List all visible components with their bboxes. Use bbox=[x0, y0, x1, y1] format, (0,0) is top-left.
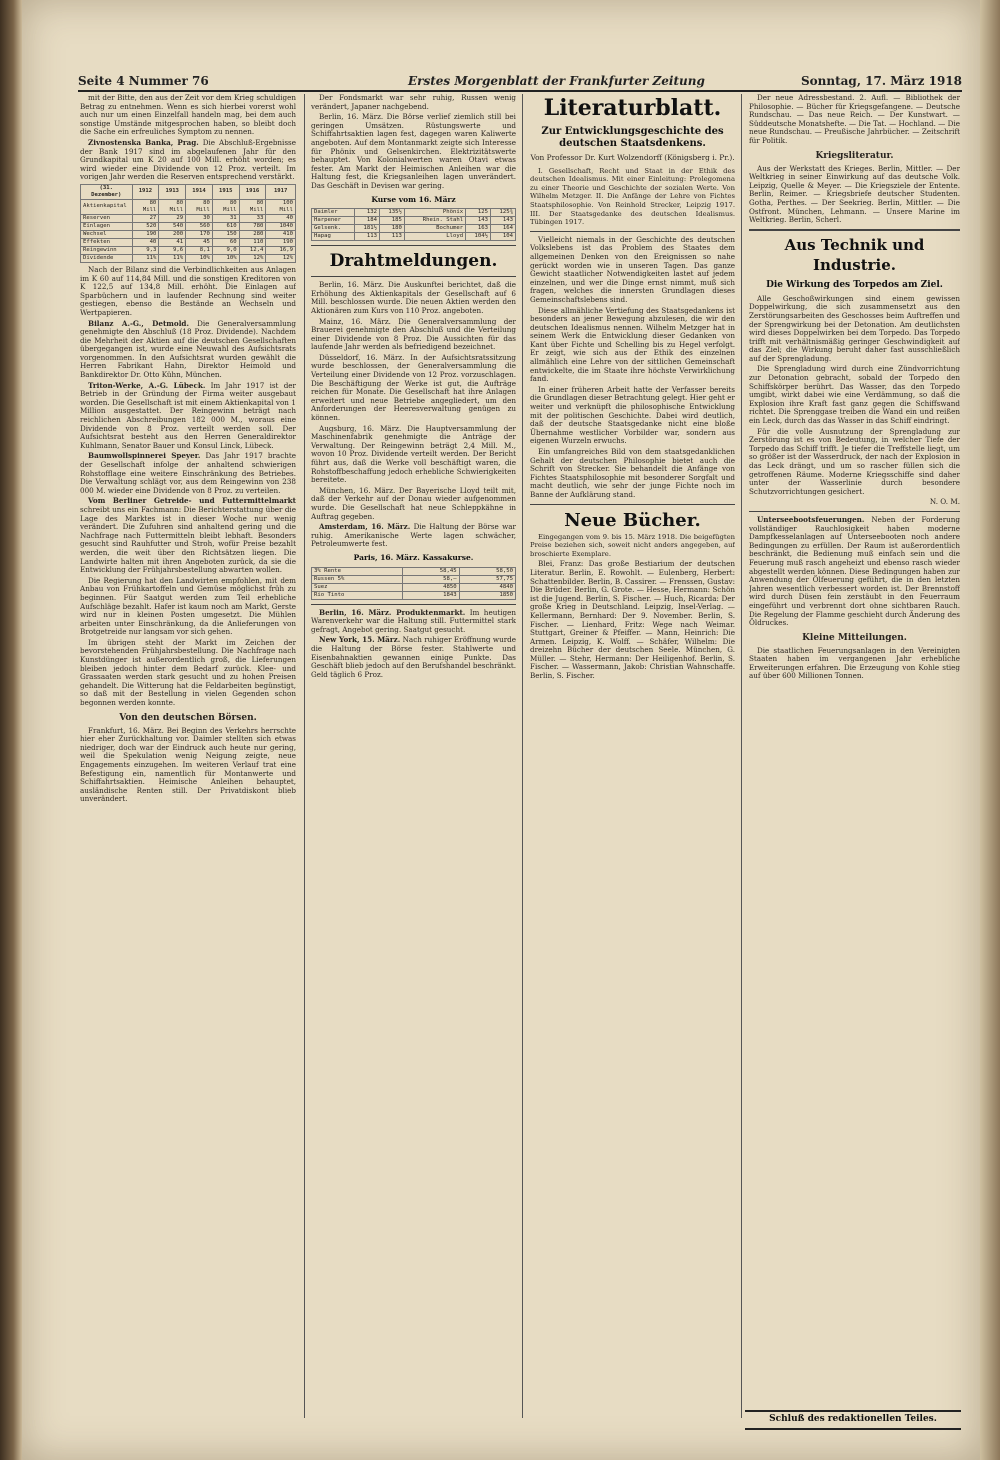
article-heading: Zur Entwicklungsgeschichte des deutschen Staatsdenkens. bbox=[541, 126, 724, 149]
table-cell: Dividende bbox=[81, 254, 133, 262]
table-cell: Aktienkapital bbox=[81, 199, 133, 214]
table-cell: Russen 5% bbox=[312, 575, 403, 583]
table-cell: 181½ bbox=[355, 225, 380, 233]
balance-table bbox=[80, 184, 296, 263]
paris-table bbox=[311, 567, 516, 600]
column-separator bbox=[741, 94, 742, 1418]
table-header-cell: 1916 bbox=[239, 184, 266, 199]
table-cell: 1843 bbox=[403, 591, 459, 599]
newyork-report bbox=[311, 636, 516, 679]
article-byline: Von Professor Dr. Kurt Wolzendorff (Königsberg i. Pr.). bbox=[530, 153, 735, 162]
table-cell: Reserven bbox=[81, 214, 133, 222]
report-heading: Amsterdam, 16. März. bbox=[319, 522, 411, 532]
kriegsliteratur-heading: Kriegsliteratur. bbox=[815, 150, 894, 161]
editorial-end-notice: Schluß des redaktionellen Teiles. bbox=[745, 1410, 961, 1430]
table-cell: 58,45 bbox=[403, 567, 459, 575]
table-header-cell: 1917 bbox=[266, 184, 296, 199]
table-cell: 170 bbox=[186, 230, 213, 238]
table-cell: 4840 bbox=[459, 583, 515, 591]
table-cell: 58,— bbox=[403, 575, 459, 583]
table-cell: 540 bbox=[159, 222, 186, 230]
table-cell: 10% bbox=[186, 254, 213, 262]
amsterdam-report bbox=[311, 523, 516, 549]
table-cell: 80 Mill bbox=[186, 199, 213, 214]
table-body bbox=[312, 209, 516, 241]
table-cell: 190 bbox=[266, 238, 296, 246]
edition-title: Erstes Morgenblatt der Frankfurter Zeitung bbox=[408, 74, 705, 88]
column-literaturblatt bbox=[530, 94, 735, 1414]
article-text: Im Jahr 1917 ist der Betrieb in der Gründung der Firma weiter ausgebaut worden. Die Gesellschaft ist mit einem Aktienkapital von 1 Million ausgestattet. Der Reingewinn beträgt nach reichlichen Abschreibungen 182 000 M., woraus eine Dividende von 8 Proz. verteilt werden soll. Der Aufsichtsrat besteht aus den Herren Generaldirektor Kuhlmann, Senator Bauer und Konsul Linck, Lübeck. bbox=[80, 380, 296, 450]
table-cell: Bochumer bbox=[404, 225, 465, 233]
table-row bbox=[81, 246, 296, 254]
page-edge bbox=[980, 0, 1000, 1460]
drahtmeldungen-heading: Drahtmeldungen. bbox=[329, 251, 498, 272]
table-cell: 610 bbox=[212, 222, 239, 230]
table-cell: Reingewinn bbox=[81, 246, 133, 254]
table-cell: 164 bbox=[491, 225, 516, 233]
table-cell: Lloyd bbox=[404, 233, 465, 241]
article-heading: Bilanz A.-G., Detmold. bbox=[88, 318, 189, 328]
article-heading: Vom Berliner Getreide- und Futtermittelmarkt bbox=[88, 496, 296, 506]
book-list: Der neue Adressbestand. 2. Aufl. — Bibliothek der Philosophie. — Bücher für Kriegsgefangene. — Deutsche Rundschau. — Das neue Reich. — Der Kunstwart. — Süddeutsche Monatshefte. — Die Tat. — Hochland. — Die neue Rundschau. — Preußische Jahrbücher. — Zeitschrift für Politik. bbox=[749, 94, 960, 145]
divider bbox=[530, 504, 735, 505]
article-text: Die Generalversammlung genehmigte den Abschluß (18 Proz. Dividende). Nachdem die Mehrheit der Aktien auf die deutschen Gesellschaften übergegangen ist, wurde eine Neuwahl des Aufsichtsrats vorgenommen. In den Aufsichtsrat wurden gewählt die Herren Fabrikant Hahn, Direktor Heimold und Bankdirektor Dr. Otto Kühn, München. bbox=[80, 318, 296, 380]
technik-heading: Aus Technik und Industrie. bbox=[784, 235, 925, 274]
table-cell: 180 bbox=[379, 225, 404, 233]
table-cell: 520 bbox=[132, 222, 159, 230]
table-cell: 143 bbox=[466, 217, 491, 225]
article-heading: Zivnostenska Banka, Prag. bbox=[88, 137, 199, 147]
table-cell: Hapag bbox=[312, 233, 355, 241]
table-header-cell: 1914 bbox=[186, 184, 213, 199]
article-heading: Unterseebootsfeuerungen. bbox=[757, 514, 865, 524]
unterseeboot-article bbox=[749, 516, 960, 628]
article-markt bbox=[80, 497, 296, 574]
article-triton bbox=[80, 382, 296, 451]
divider bbox=[311, 276, 516, 277]
table-cell: 11% bbox=[132, 254, 159, 262]
wire-report: Berlin, 16. März. Die Auskunftei berichtet, daß die Erhöhung des Aktienkapitals der Gesellschaft auf 6 Mill. beschlossen wurde. Die neuen Aktien werden den Aktionären zum Kurs von 110 Proz. angeboten. bbox=[311, 280, 516, 315]
boersen-heading: Von den deutschen Börsen. bbox=[119, 712, 257, 723]
divider bbox=[749, 511, 960, 512]
table-row bbox=[81, 254, 296, 262]
table-cell: 113 bbox=[379, 233, 404, 241]
article-text: Neben der Forderung vollständiger Rauchlosigkeit haben moderne Dampfkesselanlagen auf Unterseebooten noch andere Bedingungen zu erfüllen. Der Raum ist außerordentlich beschränkt, die Bedienung muß einfach sein und die Feuerung muß rasch angeheizt und ebenso rasch wieder abgestellt werden können. Diese Bedingungen haben zur Anwendung der Ölfeuerung geführt, die in den letzten Jahren wesentlich verbessert worden ist. Der Brennstoff wird durch Düsen fein zerstäubt in den Feuerraum eingeführt und verbrennt dort ohne sichtbaren Rauch. Die Regelung der Flamme geschieht durch Änderung des Öldruckes. bbox=[749, 514, 960, 628]
page-number: Seite 4 Nummer 76 bbox=[78, 74, 209, 88]
article-text: Die Abschluß-Ergebnisse der Bank 1917 sind im abgelaufenen Jahr für den Grundkapital um K 20 auf 100 Mill. erhöht worden; es wird wieder eine Dividende von 12 Proz. verteilt. Im vorigen Jahr werden die Reserven entsprechend verstärkt. bbox=[80, 137, 296, 182]
table-cell: 8,1 bbox=[186, 246, 213, 254]
table-cell: 9,3 bbox=[132, 246, 159, 254]
table-cell: Phönix bbox=[404, 209, 465, 217]
table-cell: 143 bbox=[491, 217, 516, 225]
table-cell: 27 bbox=[132, 214, 159, 222]
table-row bbox=[312, 225, 516, 233]
table-header-cell: (31. Dezember) bbox=[81, 184, 133, 199]
boersen-paragraph: Frankfurt, 16. März. Bei Beginn des Verkehrs herrschte hier eher Zurückhaltung vor. Daimler stellten sich etwas niedriger, doch war der Eindruck auch heute nur gering, weil die Spekulation wenig Neigung zeigte, neue Engagements einzugehen. Im weiteren Verlauf trat eine Befestigung ein, namentlich für Montanwerte und Schiffahrtsaktien. Heimische Anleihen behauptet, ausländische Renten still. Der Privatdiskont blieb unverändert. bbox=[80, 725, 296, 804]
market-paragraph: Der Fondsmarkt war sehr ruhig, Russen wenig verändert, Japaner nachgebend. bbox=[311, 94, 516, 111]
table-cell: Rhein. Stahl bbox=[404, 217, 465, 225]
table-row bbox=[81, 199, 296, 214]
table-cell: 163 bbox=[466, 225, 491, 233]
table-row bbox=[81, 222, 296, 230]
table-cell: 12,4 bbox=[239, 246, 266, 254]
kleine-mitteilungen-heading: Kleine Mitteilungen. bbox=[802, 632, 907, 643]
berlin-paragraph: Berlin, 16. März. Die Börse verlief ziemlich still bei geringen Umsätzen. Rüstungswerte und Schiffahrtsaktien lagen fest, dagegen waren Kaliwerte angeboten. Auf dem Montanmarkt zeigte sich Interesse für Phönix und Gelsenkirchen. Elektrizitätswerte behauptet. Von Kolonialwerten waren Otavi etwas fester. Am Markt der Heimischen Anleihen war die Haltung fest, die Kriegsanleihen lagen unverändert. Das Geschäft in Devisen war gering. bbox=[311, 112, 516, 190]
table-body bbox=[312, 567, 516, 599]
book-list: Aus der Werkstatt des Krieges. Berlin, Mittler. — Der Weltkrieg in seiner Einwirkung auf das deutsche Volk. Leipzig, Quelle & Meyer. — Die Kriegsziele der Entente. Berlin, Reimer. — Kriegsbriefe deutscher Studenten. Gotha, Perthes. — Der Seekrieg. Berlin, Mittler. — Die Ostfront. München, Lehmann. — Unsere Marine im Weltkrieg. Berlin, Scherl. bbox=[749, 163, 960, 225]
table-cell: Einlagen bbox=[81, 222, 133, 230]
kleine-mitteilungen-text: Die staatlichen Feuerungsanlagen in den Vereinigten Staaten haben im vergangenen Jahr erhebliche Erweiterungen erfahren. Die Erzeugung von Kohle stieg auf über 600 Millionen Tonnen. bbox=[749, 645, 960, 681]
markt-paragraph: Die Regierung hat den Landwirten empfohlen, mit dem Anbau von Frühkartoffeln und Gemüse möglichst früh zu beginnen. Für Saatgut werden zum Teil erhebliche Aufschläge bezahlt. Hafer ist kaum noch am Markt, Gerste wird nur in kleinen Posten umgesetzt. Die Mühlen arbeiten unter Einschränkung, da die Anlieferungen von Brotgetreide nur langsam vor sich gehen. bbox=[80, 575, 296, 637]
article-paragraph: Diese allmähliche Vertiefung des Staatsgedankens ist besonders an jener Bewegung abzulesen, die wir den deutschen Idealismus nennen. Wilhelm Metzger hat in seinem Werk die Entwicklung dieser Gedanken von Kant über Fichte und Schelling bis zu Hegel verfolgt. Er zeigt, wie sich aus der Ethik des einzelnen allmählich eine Lehre von der sittlichen Gemeinschaft entwickelte, die im Staate ihre höchste Verwirklichung fand. bbox=[530, 305, 735, 384]
intro-paragraph: mit der Bitte, den aus der Zeit vor dem Krieg schuldigen Betrag zu entnehmen. Wenn es sich hierbei vorerst wohl auch nur um einen Einzelfall handeln mag, bei dem auch sonstige Umstände mitgesprochen haben, so bleibt doch die Sache ein erfreuliches Symptom zu nennen. bbox=[80, 94, 296, 137]
torpedo-paragraph: Die Sprengladung wird durch eine Zündvorrichtung zur Detonation gebracht, sobald der Torpedo den Schiffskörper berührt. Das Wasser, das den Torpedo umgibt, wirkt dabei wie eine Verdämmung, so daß die Explosion ihre Kraft fast ganz gegen die Schiffswand richtet. Die Sprenggase treiben die Wand ein und reißen ein Leck, durch das das Wasser in das Schiff eindringt. bbox=[749, 364, 960, 426]
table-body bbox=[81, 199, 296, 262]
table-cell: 100 Mill bbox=[266, 199, 296, 214]
article-paragraph: Vielleicht niemals in der Geschichte des deutschen Volkslebens ist das Problem des Staates dem allgemeinen Denken von den Ereignissen so nahe gerückt worden wie in unseren Tagen. Das ganze Gewicht staatlicher Notwendigkeiten lastet auf jedem einzelnen, und wer die Dinge ernst nimmt, muß sich fragen, welches die innersten Grundlagen dieses Gemeinschaftslebens sind. bbox=[530, 234, 735, 304]
table-cell: 9,0 bbox=[212, 246, 239, 254]
table-cell: 80 Mill bbox=[159, 199, 186, 214]
table-row bbox=[312, 233, 516, 241]
masthead-rule bbox=[78, 90, 962, 92]
table-cell: 31 bbox=[212, 214, 239, 222]
column-separator bbox=[522, 94, 523, 1418]
table-cell: 58,50 bbox=[459, 567, 515, 575]
neue-buecher-list: Blei, Franz: Das große Bestiarium der deutschen Literatur. Berlin, E. Rowohlt. — Eulenberg, Herbert: Schattenbilder. Berlin, B. Cassirer. — Frenssen, Gustav: Die Brüder. Berlin, G. Grote. — Hesse, Hermann: Schön ist die Jugend. Berlin, S. Fischer. — Huch, Ricarda: Der große Krieg in Deutschland. Leipzig, Insel-Verlag. — Kellermann, Bernhard: Der 9. November. Berlin, S. Fischer. — Lienhard, Fritz: Wege nach Weimar. Stuttgart, Greiner & Pfeiffer. — Mann, Heinrich: Die Armen. Leipzig, K. Wolff. — Schäfer, Wilhelm: Die dreizehn Bücher der deutschen Seele. München, G. Müller. — Stehr, Hermann: Der Heiligenhof. Berlin, S. Fischer. — Wassermann, Jakob: Christian Wahnschaffe. Berlin, S. Fischer. bbox=[530, 559, 735, 681]
table-row bbox=[312, 575, 516, 583]
table-cell: Daimler bbox=[312, 209, 355, 217]
quotes-table bbox=[311, 208, 516, 241]
table-cell: 560 bbox=[186, 222, 213, 230]
table-cell: 10% bbox=[212, 254, 239, 262]
article-paragraph: In einer früheren Arbeit hatte der Verfasser bereits die Grundlagen dieser Betrachtung gelegt. Hier geht er weiter und verknüpft die philosophische Entwicklung mit der politischen Geschichte. Dabei wird deutlich, daß der deutsche Staatsgedanke nicht eine bloße Übernahme westlicher Vorbilder war, sondern aus eigenen Wurzeln erwuchs. bbox=[530, 384, 735, 446]
table-header-row bbox=[81, 184, 296, 199]
table-cell: 125 bbox=[466, 209, 491, 217]
torpedo-paragraph: Für die volle Ausnutzung der Sprengladung zur Zerstörung ist es von Bedeutung, in welcher Tiefe der Torpedo das Schiff trifft. Je tiefer die Treffstelle liegt, um so größer ist der Wasserdruck, der nach der Explosion in das Leck drängt, und um so rascher füllen sich die getroffenen Räume. Moderne Kriegsschiffe sind daher unter der Wasserlinie durch besondere Schutzvorrichtungen gesichert. bbox=[749, 426, 960, 496]
paris-heading: Paris, 16. März. Kassakurse. bbox=[353, 552, 474, 562]
table-cell: 12% bbox=[266, 254, 296, 262]
report-heading: Berlin, 16. März. Produktenmarkt. bbox=[319, 607, 466, 617]
column-separator bbox=[304, 94, 305, 1418]
torpedo-heading: Die Wirkung des Torpedos am Ziel. bbox=[766, 279, 943, 290]
report-heading: New York, 15. März. bbox=[319, 635, 401, 645]
table-cell: 80 Mill bbox=[239, 199, 266, 214]
table-cell: 60 bbox=[212, 238, 239, 246]
article-text: schreibt uns ein Fachmann: Die Berichterstattung über die Lage des Marktes ist in dieser Woche nur wenig verändert. Die Zufuhren sind anhaltend gering und die Nachfrage nach Futtermitteln bleibt lebhaft. Besonders gesucht sind Rauhfutter und Stroh, wofür Preise bezahlt werden, die weit über den Richtsätzen liegen. Die Landwirte halten mit ihren Angeboten zurück, da sie die Entwicklung der Frühjahrsbestellung abwarten wollen. bbox=[80, 504, 296, 575]
table-header-cell: 1915 bbox=[212, 184, 239, 199]
table-row bbox=[312, 583, 516, 591]
table-cell: 185 bbox=[379, 217, 404, 225]
table-cell: 184 bbox=[355, 217, 380, 225]
table-cell: 135½ bbox=[379, 209, 404, 217]
table-cell: 3% Rente bbox=[312, 567, 403, 575]
table-cell: 80 Mill bbox=[132, 199, 159, 214]
table-cell: 150 bbox=[212, 230, 239, 238]
table-cell: 780 bbox=[239, 222, 266, 230]
table-cell: 280 bbox=[239, 230, 266, 238]
author-signature: N. O. M. bbox=[929, 497, 960, 507]
wire-report: Mainz, 16. März. Die Generalversammlung der Brauerei genehmigte den Abschluß und die Verteilung einer Dividende von 8 Proz. Die Aussichten für das laufende Jahr werden als befriedigend bezeichnet. bbox=[311, 316, 516, 352]
report-text: Im heutigen Warenverkehr war die Haltung still. Futtermittel stark gefragt, Angebot gering. Saatgut gesucht. bbox=[311, 607, 516, 634]
produkte-report bbox=[311, 609, 516, 635]
table-row bbox=[81, 214, 296, 222]
table-row bbox=[81, 230, 296, 238]
table-cell: 40 bbox=[266, 214, 296, 222]
table-cell: 132 bbox=[355, 209, 380, 217]
table-cell: 11% bbox=[159, 254, 186, 262]
table-cell: 33 bbox=[239, 214, 266, 222]
table-row bbox=[312, 567, 516, 575]
article-detmold bbox=[80, 320, 296, 380]
wire-report: Augsburg, 16. März. Die Hauptversammlung der Maschinenfabrik genehmigte die Anträge der Verwaltung. Der Reingewinn beträgt 2,4 Mill. M., wovon 10 Proz. Dividende verteilt werden. Der Bericht führt aus, daß die Werke voll beschäftigt waren, die Rohstoffbeschaffung jedoch erhebliche Schwierigkeiten bereitete. bbox=[311, 423, 516, 485]
divider bbox=[311, 245, 516, 246]
report-text: Nach ruhiger Eröffnung wurde die Haltung der Börse fester. Stahlwerte und Eisenbahnaktien gewannen einige Punkte. Das Geschäft blieb jedoch auf den Berufshandel beschränkt. Geld täglich 6 Proz. bbox=[311, 635, 516, 679]
book-binding bbox=[0, 0, 22, 1460]
table-cell: 16,9 bbox=[266, 246, 296, 254]
torpedo-paragraph: Alle Geschoßwirkungen sind einem gewissen Doppelwirkung, die sich zusammensetzt aus den Zerstörungsarbeiten des Geschosses beim Auftreffen und der Sprengwirkung bei der Detonation. Am deutlichsten wird dieses Doppelwirken bei dem Torpedo. Das Torpedo trifft mit verhältnismäßig geringer Geschwindigkeit auf das Ziel; die Wirkung beruht daher fast ausschließlich auf der Sprengladung. bbox=[749, 293, 960, 363]
table-cell: Harpener bbox=[312, 217, 355, 225]
table-row bbox=[312, 591, 516, 599]
article-heading: Triton-Werke, A.-G. Lübeck. bbox=[88, 380, 206, 390]
table-cell: 40 bbox=[132, 238, 159, 246]
table-cell: 29 bbox=[159, 214, 186, 222]
table-cell: 125¾ bbox=[491, 209, 516, 217]
table-cell: 1850 bbox=[459, 591, 515, 599]
divider bbox=[749, 229, 960, 231]
article-zivnostenska bbox=[80, 139, 296, 182]
table-cell: 45 bbox=[186, 238, 213, 246]
issue-date: Sonntag, 17. März 1918 bbox=[800, 74, 962, 88]
table-cell: 4850 bbox=[403, 583, 459, 591]
table-cell: 1040 bbox=[266, 222, 296, 230]
bilanz-paragraph: Nach der Bilanz sind die Verbindlichkeiten aus Anlagen im K 60 auf 114,84 Mill. und die sonstigen Kreditoren von K 122,5 auf 134,8 Mill. erhöht. Die Einlagen auf Sparbüchern und in laufender Rechnung sind weiter gestiegen, ebenso die Bestände an Wechseln und Wertpapieren. bbox=[80, 264, 296, 317]
table-cell: 113 bbox=[355, 233, 380, 241]
column-market-reports bbox=[311, 94, 516, 1414]
quotes-table-title: Kurse vom 16. März bbox=[371, 194, 456, 204]
reviewed-books: I. Gesellschaft, Recht und Staat in der Ethik des deutschen Idealismus. Mit einer Einleitung: Prolegomena zu einer Theorie und Geschichte der sozialen Werte. Von Wilhelm Metzger. II. Die Anfänge der Lehre von Fichtes Staatsphilosophie. Von Reinhold Strecker, Leipzig 1917. III. Der Staatsgedanke des deutschen Idealismus. Tübingen 1917. bbox=[530, 166, 735, 227]
table-cell: 80 Mill bbox=[212, 199, 239, 214]
table-cell: 200 bbox=[159, 230, 186, 238]
table-cell: 57,75 bbox=[459, 575, 515, 583]
wire-report: München, 16. März. Der Bayerische Lloyd teilt mit, daß der Verkehr auf der Donau wieder aufgenommen wurde. Die Gesellschaft hat neue Schleppkähne in Auftrag gegeben. bbox=[311, 485, 516, 521]
table-cell: Wechsel bbox=[81, 230, 133, 238]
table-cell: 104½ bbox=[466, 233, 491, 241]
table-cell: Effekten bbox=[81, 238, 133, 246]
neue-buecher-intro: Eingegangen vom 9. bis 15. März 1918. Die beigefügten Preise beziehen sich, soweit nicht anders angegeben, auf broschierte Exemplare. bbox=[530, 532, 735, 558]
table-cell: 9,6 bbox=[159, 246, 186, 254]
table-row bbox=[81, 238, 296, 246]
table-cell: 110 bbox=[239, 238, 266, 246]
table-cell: 410 bbox=[266, 230, 296, 238]
table-cell: 41 bbox=[159, 238, 186, 246]
article-heading: Baumwollspinnerei Speyer. bbox=[88, 451, 201, 461]
column-financial-news bbox=[80, 94, 296, 1414]
neue-buecher-heading: Neue Bücher. bbox=[564, 509, 701, 531]
report-text: Die Haltung der Börse war ruhig. Amerikanische Werte lagen schwächer, Petroleumwerte fest. bbox=[311, 522, 516, 549]
divider bbox=[311, 604, 516, 605]
literaturblatt-title: Literaturblatt. bbox=[543, 95, 722, 121]
markt-paragraph: Im übrigen steht der Markt im Zeichen der bevorstehenden Frühjahrsbestellung. Die Nachfrage nach Kunstdünger ist außerordentlich groß, die Lieferungen bleiben jedoch hinter dem Bedarf zurück. Klee- und Grassaaten werden stark gesucht und zu hohen Preisen gehandelt. Die Witterung hat die Feldarbeiten begünstigt, so daß mit der Bestellung in vielen Gegenden schon begonnen werden konnte. bbox=[80, 637, 296, 708]
table-header-cell: 1912 bbox=[132, 184, 159, 199]
article-baumwoll bbox=[80, 452, 296, 495]
table-cell: 104 bbox=[491, 233, 516, 241]
table-cell: 12% bbox=[239, 254, 266, 262]
table-row bbox=[312, 209, 516, 217]
table-cell: 30 bbox=[186, 214, 213, 222]
column-technik bbox=[749, 94, 960, 1406]
wire-report: Düsseldorf, 16. März. In der Aufsichtsratssitzung wurde beschlossen, der Generalversammlung die Verteilung einer Dividende von 12 Proz. vorzuschlagen. Die Beschäftigung der Werke ist gut, die Aufträge reichen für Monate. Die Gesellschaft hat ihre Anlagen erweitert und neue Betriebe angegliedert, um den Anforderungen der Heeresverwaltung genügen zu können. bbox=[311, 352, 516, 423]
divider bbox=[530, 231, 735, 232]
table-cell: Rio Tinto bbox=[312, 591, 403, 599]
article-paragraph: Ein umfangreiches Bild von dem staatsgedanklichen Gehalt der deutschen Philosophie bietet auch die Schrift von Strecker. Sie behandelt die Anfänge von Fichtes Staatsphilosophie mit besonderer Sorgfalt und macht deutlich, wie sehr der junge Fichte noch im Banne der Aufklärung stand. bbox=[530, 447, 735, 499]
table-row bbox=[312, 217, 516, 225]
article-text: Das Jahr 1917 brachte der Gesellschaft infolge der anhaltend schwierigen Rohstofflage eine weitere Einschränkung des Betriebes. Die Verwaltung schlägt vor, aus dem Reingewinn von 238 000 M. wieder eine Dividende von 8 Proz. zu verteilen. bbox=[80, 451, 296, 495]
table-cell: Gelsenk. bbox=[312, 225, 355, 233]
table-cell: 190 bbox=[132, 230, 159, 238]
table-cell: Suez bbox=[312, 583, 403, 591]
table-header-cell: 1913 bbox=[159, 184, 186, 199]
